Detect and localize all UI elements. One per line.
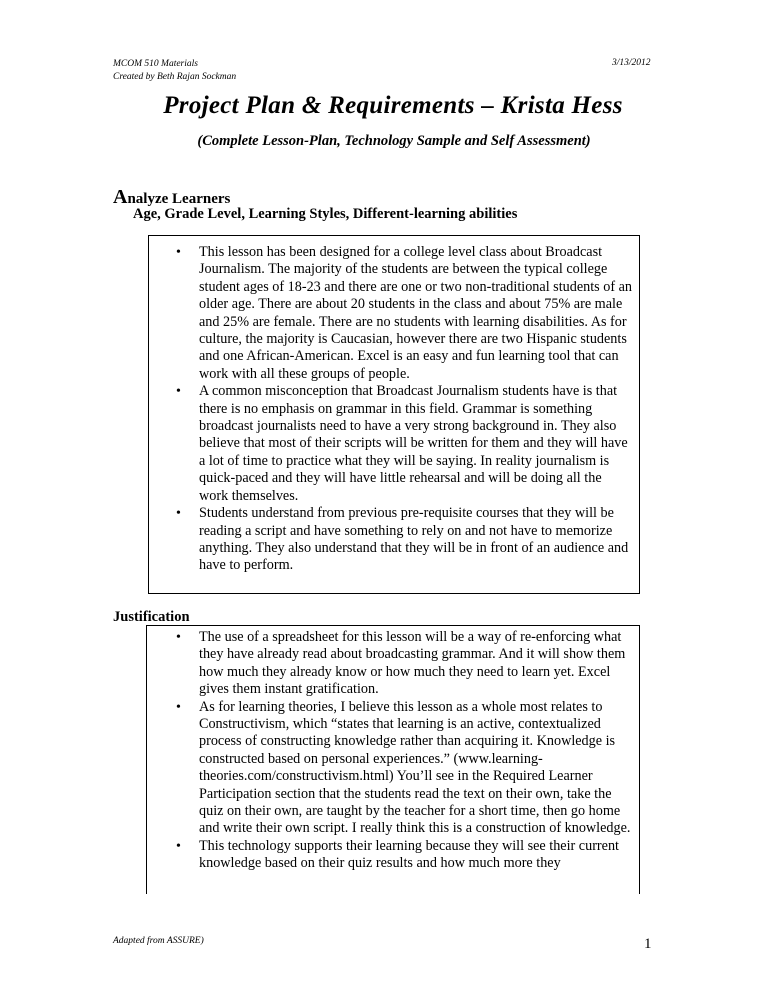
- list-item: [172, 505, 634, 575]
- bullet-icon: •: [176, 506, 181, 522]
- list-item: [172, 629, 634, 699]
- list-item: [172, 244, 634, 383]
- heading-drop-cap: A: [113, 186, 128, 208]
- analyze-subheading: Age, Grade Level, Learning Styles, Different-learning abilities: [133, 206, 518, 222]
- heading-rest: nalyze Learners: [127, 191, 231, 207]
- bullet-text: This lesson has been designed for a college level class about Broadcast Journalism. The majority of the students are between the typical college student ages of 18-23 and there are one or two non-traditional students of an older age. There are about 20 students in the class and about 75% are male and 25% are female. There are no students with learning disabilities. As for culture, the majority is Caucasian, however there are two Hispanic students and one African-American. Excel is an easy and fun learning tool that can work with all these groups of people.: [199, 244, 632, 382]
- bullet-text: As for learning theories, I believe this lesson as a whole most relates to Constructivism, which “states that learning is an active, contextualized process of constructing knowledge rather than acquiring it. Knowledge is constructed based on personal experiences.” (www.learning-theories.com/constructivism.html) You’ll see in the Required Learner Participation section that the students read the text on their own, take the quiz on their own, are taught by the teacher for a short time, then go home and write their own script. I really think this is a construction of knowledge.: [199, 698, 631, 837]
- list-item: [172, 838, 634, 873]
- list-item: [172, 699, 634, 838]
- justification-heading: Justification: [113, 609, 190, 625]
- footer-source: Adapted from ASSURE): [113, 936, 204, 946]
- analyze-bullet-list: [172, 244, 634, 575]
- bullet-icon: •: [176, 838, 181, 854]
- page-subtitle: (Complete Lesson-Plan, Technology Sample and Self Assessment): [197, 133, 591, 149]
- bullet-icon: •: [176, 630, 181, 645]
- bullet-icon: •: [176, 384, 181, 400]
- bullet-icon: •: [176, 699, 181, 715]
- course-label: MCOM 510 Materials: [113, 59, 198, 69]
- bullet-icon: •: [176, 245, 181, 260]
- list-item: [172, 383, 634, 505]
- bullet-text: Students understand from previous pre-requisite courses that they will be reading a script and have something to rely on and not have to memorize anything. They also understand that they will be in front of an audience and have to perform.: [199, 505, 629, 574]
- header-date: 3/13/2012: [612, 58, 651, 68]
- bullet-text: This technology supports their learning because they will see their current knowledge based on their quiz results and how much more they: [199, 837, 619, 872]
- justification-bullet-list: [172, 629, 634, 873]
- bullet-text: A common misconception that Broadcast Journalism students have is that there is no emphasis on grammar in this field. Grammar is something broadcast journalists need to have a very strong background in. They also believe that most of their scripts will be written for them and they will have a lot of time to practice what they will be saying. In reality journalism is quick-paced and they will have little rehearsal and will be doing all the work themselves.: [199, 383, 628, 504]
- page-title: Project Plan & Requirements – Krista Hess: [163, 92, 623, 119]
- creator-label: Created by Beth Rajan Sockman: [113, 72, 237, 82]
- page-number: 1: [644, 936, 652, 952]
- header-block: [113, 58, 236, 84]
- bullet-text: The use of a spreadsheet for this lesson will be a way of re-enforcing what they have already read about broadcasting grammar. And it will show them how much they already know or how much they need to learn yet. Excel gives them instant gratification.: [199, 629, 626, 698]
